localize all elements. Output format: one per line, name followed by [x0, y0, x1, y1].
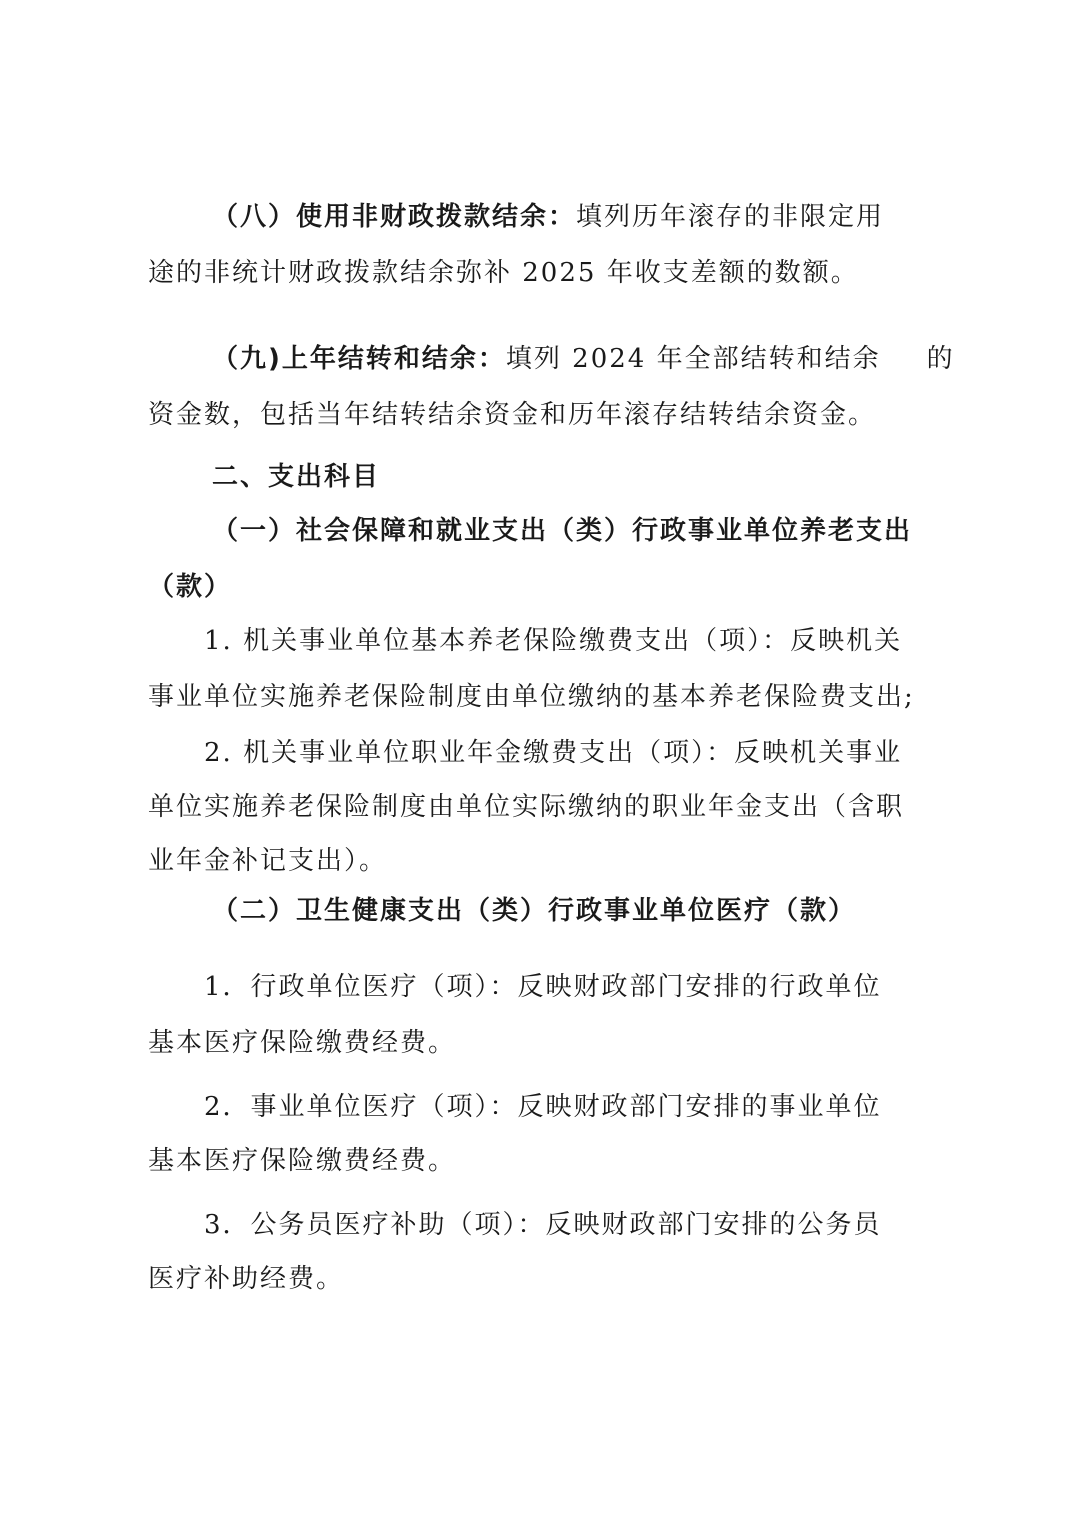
cat-2-item-3-line-2: 医疗补助经费。 [148, 1264, 345, 1294]
cat-1-item-1-line-1: 1. 机关事业单位基本养老保险缴费支出（项）：反映机关 [204, 626, 903, 656]
section-8-line-1 [212, 200, 884, 234]
cat-1-item-1-line-2: 事业单位实施养老保险制度由单位缴纳的基本养老保险费支出; [148, 682, 915, 712]
section-8-heading: （八）使用非财政拨款结余： [212, 202, 577, 232]
cat-2-heading: （二）卫生健康支出（类）行政事业单位医疗（款） [212, 896, 857, 926]
section-9-line-1 [212, 342, 955, 376]
cat-2-item-1-line-2: 基本医疗保险缴费经费。 [148, 1028, 457, 1058]
cat-1-item-2-line-3: 业年金补记支出）。 [148, 846, 388, 876]
section-9-text-tail: 的 [926, 344, 955, 374]
section-9-heading: （九)上年结转和结余： [212, 344, 506, 374]
cat-1-heading-line-2: （款） [148, 572, 233, 602]
cat-2-item-3-line-1: 3．公务员医疗补助（项）：反映财政部门安排的公务员 [204, 1210, 882, 1240]
cat-1-heading-line-1: （一）社会保障和就业支出（类）行政事业单位养老支出 [212, 516, 913, 546]
section-8-line-2: 途的非统计财政拨款结余弥补 2025 年收支差额的数额。 [148, 258, 859, 288]
section-8-text: 填列历年滚存的非限定用 [576, 202, 885, 232]
section-9-line-2: 资金数，包括当年结转结余资金和历年滚存结转结余资金。 [148, 400, 877, 430]
cat-2-item-1-line-1: 1．行政单位医疗（项）：反映财政部门安排的行政单位 [204, 972, 882, 1002]
part-2-title: 二、支出科目 [212, 462, 381, 492]
section-9-text: 填列 2024 年全部结转和结余 [505, 344, 881, 374]
cat-2-item-2-line-2: 基本医疗保险缴费经费。 [148, 1146, 457, 1176]
cat-1-item-2-line-2: 单位实施养老保险制度由单位实际缴纳的职业年金支出（含职 [148, 792, 905, 822]
cat-1-item-2-line-1: 2. 机关事业单位职业年金缴费支出（项）：反映机关事业 [204, 738, 903, 768]
cat-2-item-2-line-1: 2．事业单位医疗（项）：反映财政部门安排的事业单位 [204, 1092, 882, 1122]
